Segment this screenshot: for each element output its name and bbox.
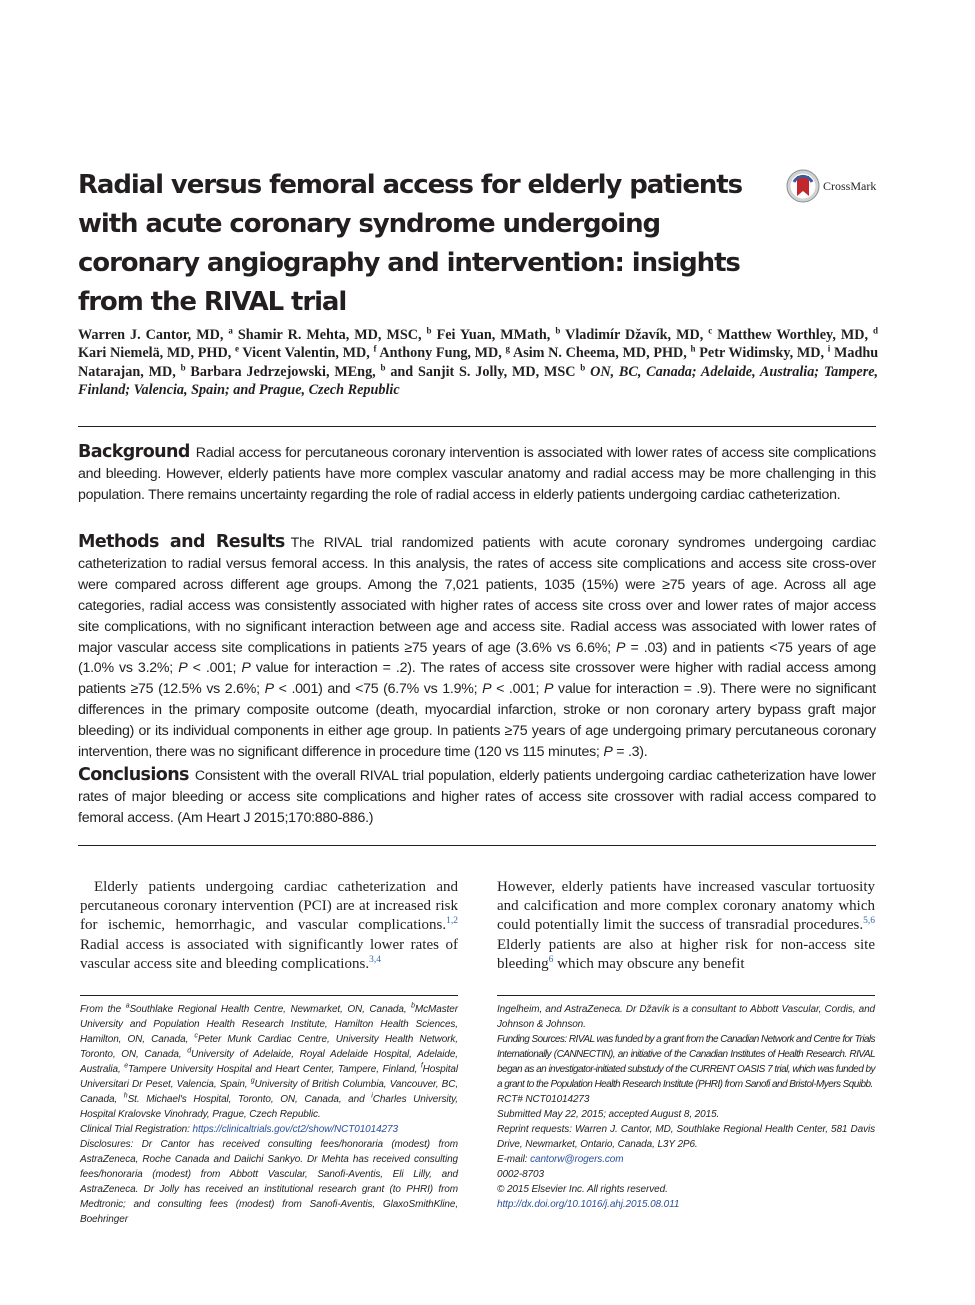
disclosures-continued: Ingelheim, and AstraZeneca. Dr Džavík is a consultant to Abbott Vascular, Cordis, and Johnson & Johnson. — [497, 1004, 875, 1030]
abstract-background — [78, 442, 876, 506]
crossmark-label: CrossMark — [823, 179, 877, 193]
author-list — [78, 326, 878, 400]
disclosures-footnote: Disclosures: Dr Cantor has received consulting fees/honoraria (modest) from AstraZeneca, Roche Canada and Daiichi Sankyo. Dr Mehta has received consulting fees/honoraria (modest) from Abbott Vascular, Sanofi-Aventis, Eli Lilly, and AstraZeneca. Dr Jolly has received an institutional research grant (to PHRI) from Medtronic; and consulting fees (modest) from Sanofi-Aventis, GlaxoSmithKline, Boehringer — [80, 1139, 458, 1225]
author: Matthew Worthley, MD, $^d$ — [717, 325, 879, 343]
abstract-conclusions-text: Consistent with the overall RIVAL trial population, elderly patients undergoing cardiac catheterization have lower rates of major bleeding or access site complications and higher rates of access site crossover with radial access compared to femoral access. (Am Heart J 2015;170:880-886.) — [78, 768, 876, 826]
author: and Sanjit S. Jolly, MD, MSC $^b$ — [390, 362, 586, 380]
body-text-left-column: Elderly patients undergoing cardiac catheterization and percutaneous coronary intervention (PCI) are at increased risk for ischemic, hemorrhagic, and vascular complications.$^{1,2}$ Radial access is associated with significantly lower rates of vascular access site and bleeding complications.$^{3,4}$ — [80, 879, 458, 972]
article-title: Radial versus femoral access for elderly patients with acute coronary syndrome undergoing coronary angiography and intervention: insights from the RIVAL trial — [78, 170, 742, 317]
abstract-top-rule — [78, 426, 876, 427]
doi-link[interactable]: http://dx.doi.org/10.1016/j.ahj.2015.08.011 — [497, 1199, 680, 1210]
clinical-trial-link[interactable]: https://clinicaltrials.gov/ct2/show/NCT01014273 — [192, 1124, 398, 1135]
reprint-requests: Reprint requests: Warren J. Cantor, MD, Southlake Regional Health Center, 581 Davis Drive, Newmarket, Ontario, Canada, L3Y 2P6. — [497, 1124, 875, 1150]
abstract-heading-methods: Methods and Results — [78, 532, 285, 552]
funding-footnote: Funding Sources: RIVAL was funded by a grant from the Canadian Network and Centre for Trials Internationally (CANNECTIN), an initiative of the Canadian Institutes of Health Research. RIVAL began as an investigator-initiated substudy of the CURRENT OASIS 7 trial, which was funded by a grant to the Population Health Research Institute (PHRI) from Sanofi and Bristol-Myers Squibb. — [497, 1034, 875, 1090]
reference-link[interactable]: 3,4 — [369, 954, 381, 965]
author: Madhu Natarajan, MD, $^b$ — [78, 345, 879, 380]
abstract-heading-background: Background — [78, 442, 190, 462]
copyright: © 2015 Elsevier Inc. All rights reserved. — [497, 1184, 668, 1195]
footnotes-right-column — [497, 1002, 875, 1212]
reference-link[interactable]: 5,6 — [863, 916, 875, 927]
author-locations: ON, BC, Canada; Adelaide, Australia; Tampere, Finland; Valencia, Spain; and Prague, Czech Republic — [78, 363, 879, 399]
abstract-bottom-rule — [78, 845, 876, 846]
footnotes-left-column — [80, 1002, 458, 1227]
author: Shamir R. Mehta, MD, MSC, $^b$ — [237, 325, 432, 343]
abstract-conclusions — [78, 765, 876, 829]
author: Barbara Jedrzejowski, MEng, $^b$ — [190, 362, 386, 380]
author: Vicent Valentin, MD, $^f$ — [242, 343, 377, 362]
crossmark-icon — [786, 168, 820, 204]
reference-link[interactable]: 1,2 — [446, 916, 458, 927]
footnote-rule-left — [80, 995, 458, 996]
author: Anthony Fung, MD, $^g$ — [379, 343, 511, 362]
rct-number: RCT# NCT01014273 — [497, 1094, 590, 1105]
issn: 0002-8703 — [497, 1169, 544, 1180]
abstract-heading-conclusions: Conclusions — [78, 765, 189, 785]
reference-link[interactable]: 6 — [548, 954, 554, 965]
body-text-right-column: However, elderly patients have increased vascular tortuosity and calcification and more complex coronary anatomy which could potentially limit the success of transradial procedures.$^{5,6}$ Elderly patients are also at higher risk for non-access site bleeding$^6$ which may obscure any benefit — [497, 879, 875, 972]
abstract-background-text: Radial access for percutaneous coronary intervention is associated with lower rates of access site complications and bleeding. However, elderly patients have more complex vascular anatomy and radial access may be more challenging in this population. There remains uncertainty regarding the role of radial access in elderly patients undergoing cardiac catheterization. — [78, 445, 876, 503]
author: Fei Yuan, MMath, $^b$ — [436, 325, 561, 343]
clinical-trial-registration: Clinical Trial Registration: https://clinicaltrials.gov/ct2/show/NCT01014273 — [80, 1124, 398, 1135]
author: Asim N. Cheema, MD, PHD, $^h$ — [512, 343, 696, 362]
email-link[interactable]: cantorw@rogers.com — [530, 1154, 624, 1165]
author: Warren J. Cantor, MD, $^a$ — [78, 325, 233, 343]
author: Petr Widimsky, MD, $^i$ — [699, 343, 831, 362]
affiliations-footnote: From the $^a$Southlake Regional Health Centre, Newmarket, ON, Canada, $^b$McMaster University and Population Health Research Institute, Hamilton Health Sciences, Hamilton, ON, Canada, $^c$Peter Munk Cardiac Centre, University Health Network, Toronto, ON, Canada, $^d$University of Adelaide, Royal Adelaide Hospital, Adelaide, Australia, $^e$Tampere University Hospital and Heart Center, Tampere, Finland, $^f$Hospital Universitari Dr Peset, Valencia, Spain, $^g$University of British Columbia, Vancouver, BC, Canada, $^h$St. Michael's Hospital, Toronto, ON, Canada, and $^i$Charles University, Hospital Kralovske Vinohrady, Prague, Czech Republic. — [80, 1002, 458, 1120]
abstract-methods-results: Methods and Results The RIVAL trial randomized patients with acute coronary syndromes undergoing cardiac catheterization to radial versus femoral access. In this analysis, the rates of access site complications and access site cross-over were compared across different age groups. Among the 7,021 patients, 1035 (15%) were ≥75 years of age. Across all age categories, radial access was consistently associated with higher rates of access site cross over and lower rates of major access site complications, with no significant interaction between age and access site. Radial access was associated with lower rates of major vascular access site complications in patients ≥75 years of age (3.6% vs 6.6%; P = .03) and in patients <75 years of age (1.0% vs 3.2%; P < .001; P value for interaction = .2). The rates of access site crossover were higher with radial access among patients ≥75 (12.5% vs 2.6%; P < .001) and <75 (6.7% vs 1.9%; P < .001; P value for interaction = .9). There were no significant differences in the primary composite outcome (death, myocardial infarction, stroke or non coronary artery bypass graft major bleeding) or its individual components in either age group. In patients ≥75 years of age undergoing primary percutaneous coronary intervention, there was no significant difference in procedure time (120 vs 115 minutes; P = .3). — [78, 532, 876, 761]
footnote-rule-right — [497, 995, 875, 996]
author: Kari Niemelä, MD, PHD, $^e$ — [78, 343, 239, 362]
submission-dates: Submitted May 22, 2015; accepted August 8, 2015. — [497, 1109, 720, 1120]
author: Vladimír Džavík, MD, $^c$ — [565, 325, 713, 343]
doi-line — [497, 1197, 875, 1212]
email-line: E-mail: cantorw@rogers.com — [497, 1154, 624, 1165]
